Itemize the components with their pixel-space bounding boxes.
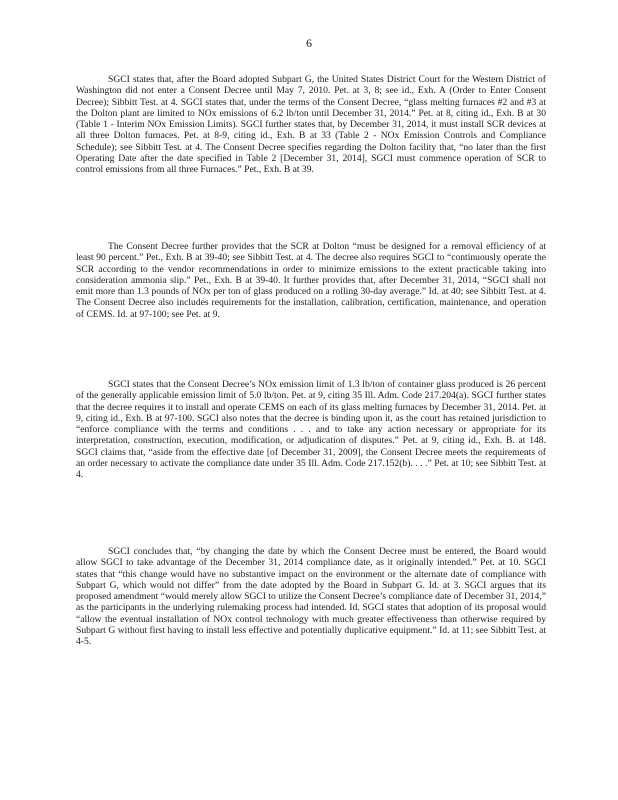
body-paragraph-1: SGCI states that, after the Board adopted Subpart G, the United States District Court for the Western District of Washington did not enter a Consent Decree until May 7, 2010. Pet. at 3, 8; see id., Exh. A (Order to Enter Consent Decree); Sibbitt Test. at 4. SGCI states that, under the terms of the Consent Decree, “glass melting furnaces #2 and #3 at the Dolton plant are limited to NOx emissions of 6.2 lb/ton until December 31, 2014.” Pet. at 8, citing id., Exh. B at 30 (Table 1 - Interim NOx Emission Limits). SGCI further states that, by December 31, 2014, it must install SCR devices at all three Dolton furnaces. Pet. at 8-9, citing id., Exh. B at 33 (Table 2 - NOx Emission Controls and Compliance Schedule); see Sibbitt Test. at 4. The Consent Decree specifies regarding the Dolton facility that, “no later than the first Operating Date after the date specified in Table 2 [December 31, 2014], SGCI must commence operation of SCR to control emissions from all three Furnaces.” Pet., Exh. B at 39. <box>76 74 546 176</box>
body-paragraph-2: The Consent Decree further provides that the SCR at Dolton “must be designed for a removal efficiency of at least 90 percent.” Pet., Exh. B at 39-40; see Sibbitt Test. at 4. The decree also requires SGCI to “continuously operate the SCR according to the vendor recommendations in order to minimize emissions to the extent practicable taking into consideration ammonia slip.” Pet., Exh. B at 39-40. It further provides that, after December 31, 2014, “SGCI shall not emit more than 1.3 pounds of NOx per ton of glass produced on a rolling 30-day average.” Id. at 40; see Sibbitt Test. at 4. The Consent Decree also includes requirements for the installation, calibration, certification, maintenance, and operation of CEMS. Id. at 97-100; see Pet. at 9. <box>76 241 546 320</box>
page-number: 6 <box>306 36 312 50</box>
body-paragraph-4: SGCI concludes that, “by changing the date by which the Consent Decree must be entered, the Board would allow SGCI to take advantage of the December 31, 2014 compliance date, as it originally intended.” Pet. at 10. SGCI states that “this change would have no substantive impact on the environment or the alternate date of compliance with Subpart G, which would not differ” from the date adopted by the Board in Subpart G. Id. at 3. SGCI argues that its proposed amendment “would merely allow SGCI to utilize the Consent Decree’s compliance date of December 31, 2014,” as the participants in the underlying rulemaking process had intended. Id. SGCI states that adoption of its proposal would “allow the eventual installation of NOx control technology with much greater effectiveness than otherwise required by Subpart G without first having to install less effective and potentially duplicative equipment.” Id. at 11; see Sibbitt Test. at 4-5. <box>76 546 546 648</box>
body-paragraph-3: SGCI states that the Consent Decree’s NOx emission limit of 1.3 lb/ton of container glass produced is 26 percent of the generally applicable emission limit of 5.0 lb/ton. Pet. at 9, citing 35 Ill. Adm. Code 217.204(a). SGCI further states that the decree requires it to install and operate CEMS on each of its glass melting furnaces by December 31, 2014. Pet. at 9, citing id., Exh. B at 97-100. SGCI also notes that the decree is binding upon it, as the court has retained jurisdiction to “enforce compliance with the terms and conditions . . . and to take any action necessary or appropriate for its interpretation, construction, execution, modification, or adjudication of disputes.” Pet. at 9, citing id., Exh. B. at 148. SGCI claims that, “aside from the effective date [of December 31, 2009], the Consent Decree meets the requirements of an order necessary to activate the compliance date under 35 Ill. Adm. Code 217.152(b). . . .” Pet. at 10; see Sibbitt Test. at 4. <box>76 379 546 481</box>
